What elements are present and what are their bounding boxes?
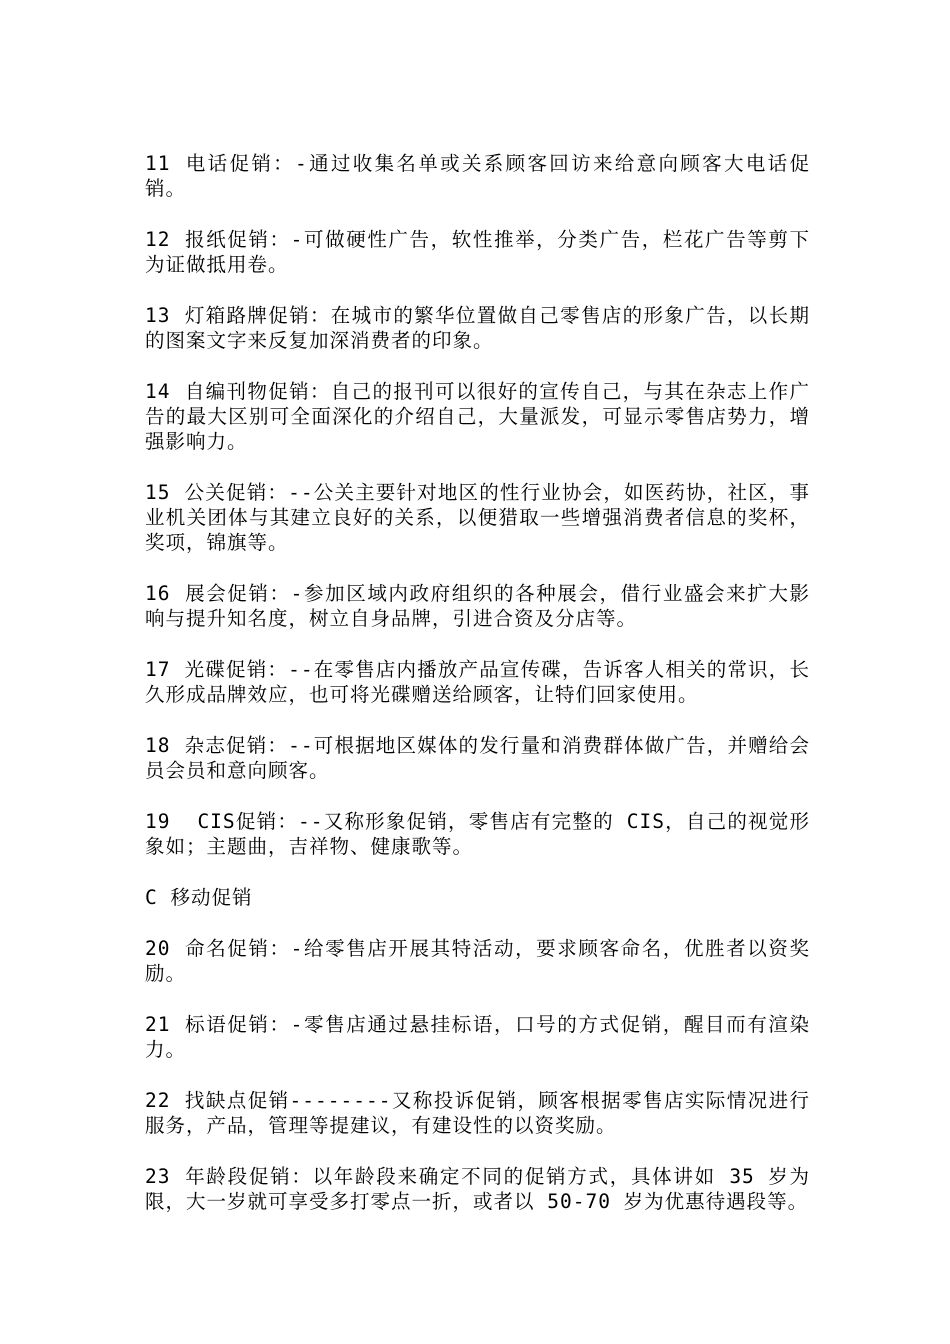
item-number: 22: [145, 1089, 171, 1112]
item-text: 报纸促销：-可做硬性广告，软性推举，分类广告，栏花广告等剪下为证做抵用卷。: [145, 228, 810, 276]
item-number: 12: [145, 228, 171, 251]
item-number: 13: [145, 304, 171, 327]
list-item: [145, 809, 810, 859]
list-item: [145, 303, 810, 353]
list-item: [145, 1164, 810, 1214]
item-number: 14: [145, 380, 171, 403]
item-number: 15: [145, 481, 171, 504]
item-number: 21: [145, 1013, 171, 1036]
item-text: 命名促销：-给零售店开展其特活动，要求顾客命名，优胜者以资奖励。: [145, 937, 810, 985]
item-text: 电话促销：-通过收集名单或关系顾客回访来给意向顾客大电话促销。: [145, 152, 810, 200]
item-number: 18: [145, 734, 171, 757]
list-item: [145, 1012, 810, 1062]
item-number: 20: [145, 937, 171, 960]
list-item: [145, 151, 810, 201]
section-heading-text: C 移动促销: [145, 886, 253, 909]
item-text: 灯箱路牌促销：在城市的繁华位置做自己零售店的形象广告，以长期的图案文字来反复加深消费者的印象。: [145, 304, 810, 352]
list-item: [145, 480, 810, 555]
item-number: 19: [145, 810, 171, 833]
list-item: [145, 733, 810, 783]
item-text: 自编刊物促销：自己的报刊可以很好的宣传自己，与其在杂志上作广告的最大区别可全面深化的介绍自己，大量派发，可显示零售店势力，增强影响力。: [145, 380, 810, 453]
item-number: 17: [145, 658, 171, 681]
item-text: 公关促销：--公关主要针对地区的性行业协会，如医药协，社区，事业机关团体与其建立良好的关系，以便猎取一些增强消费者信息的奖杯，奖项，锦旗等。: [145, 481, 810, 554]
list-item: [145, 379, 810, 454]
item-number: 11: [145, 152, 171, 175]
item-text: 找缺点促销--------又称投诉促销，顾客根据零售店实际情况进行服务，产品，管理等提建议，有建设性的以资奖励。: [145, 1089, 810, 1137]
document-page: [145, 151, 810, 1240]
list-item: [145, 657, 810, 707]
item-text: 年龄段促销：以年龄段来确定不同的促销方式，具体讲如 35 岁为限，大一岁就可享受多打零点一折，或者以 50-70 岁为优惠待遇段等。: [145, 1165, 810, 1213]
item-text: 标语促销：-零售店通过悬挂标语，口号的方式促销，醒目而有渲染力。: [145, 1013, 810, 1061]
item-text: 展会促销：-参加区域内政府组织的各种展会，借行业盛会来扩大影响与提升知名度，树立自身品牌，引进合资及分店等。: [145, 582, 810, 630]
list-item: [145, 581, 810, 631]
item-text: 杂志促销：--可根据地区媒体的发行量和消费群体做广告，并赠给会员会员和意向顾客。: [145, 734, 810, 782]
item-number: 23: [145, 1165, 171, 1188]
item-text: 光碟促销：--在零售店内播放产品宣传碟，告诉客人相关的常识，长久形成品牌效应，也可将光碟赠送给顾客，让特们回家使用。: [145, 658, 810, 706]
list-item: [145, 936, 810, 986]
list-item: [145, 1088, 810, 1138]
section-heading: [145, 885, 810, 910]
item-text: CIS促销：--又称形象促销，零售店有完整的 CIS，自己的视觉形象如；主题曲，吉祥物、健康歌等。: [145, 810, 810, 858]
item-number: 16: [145, 582, 171, 605]
list-item: [145, 227, 810, 277]
